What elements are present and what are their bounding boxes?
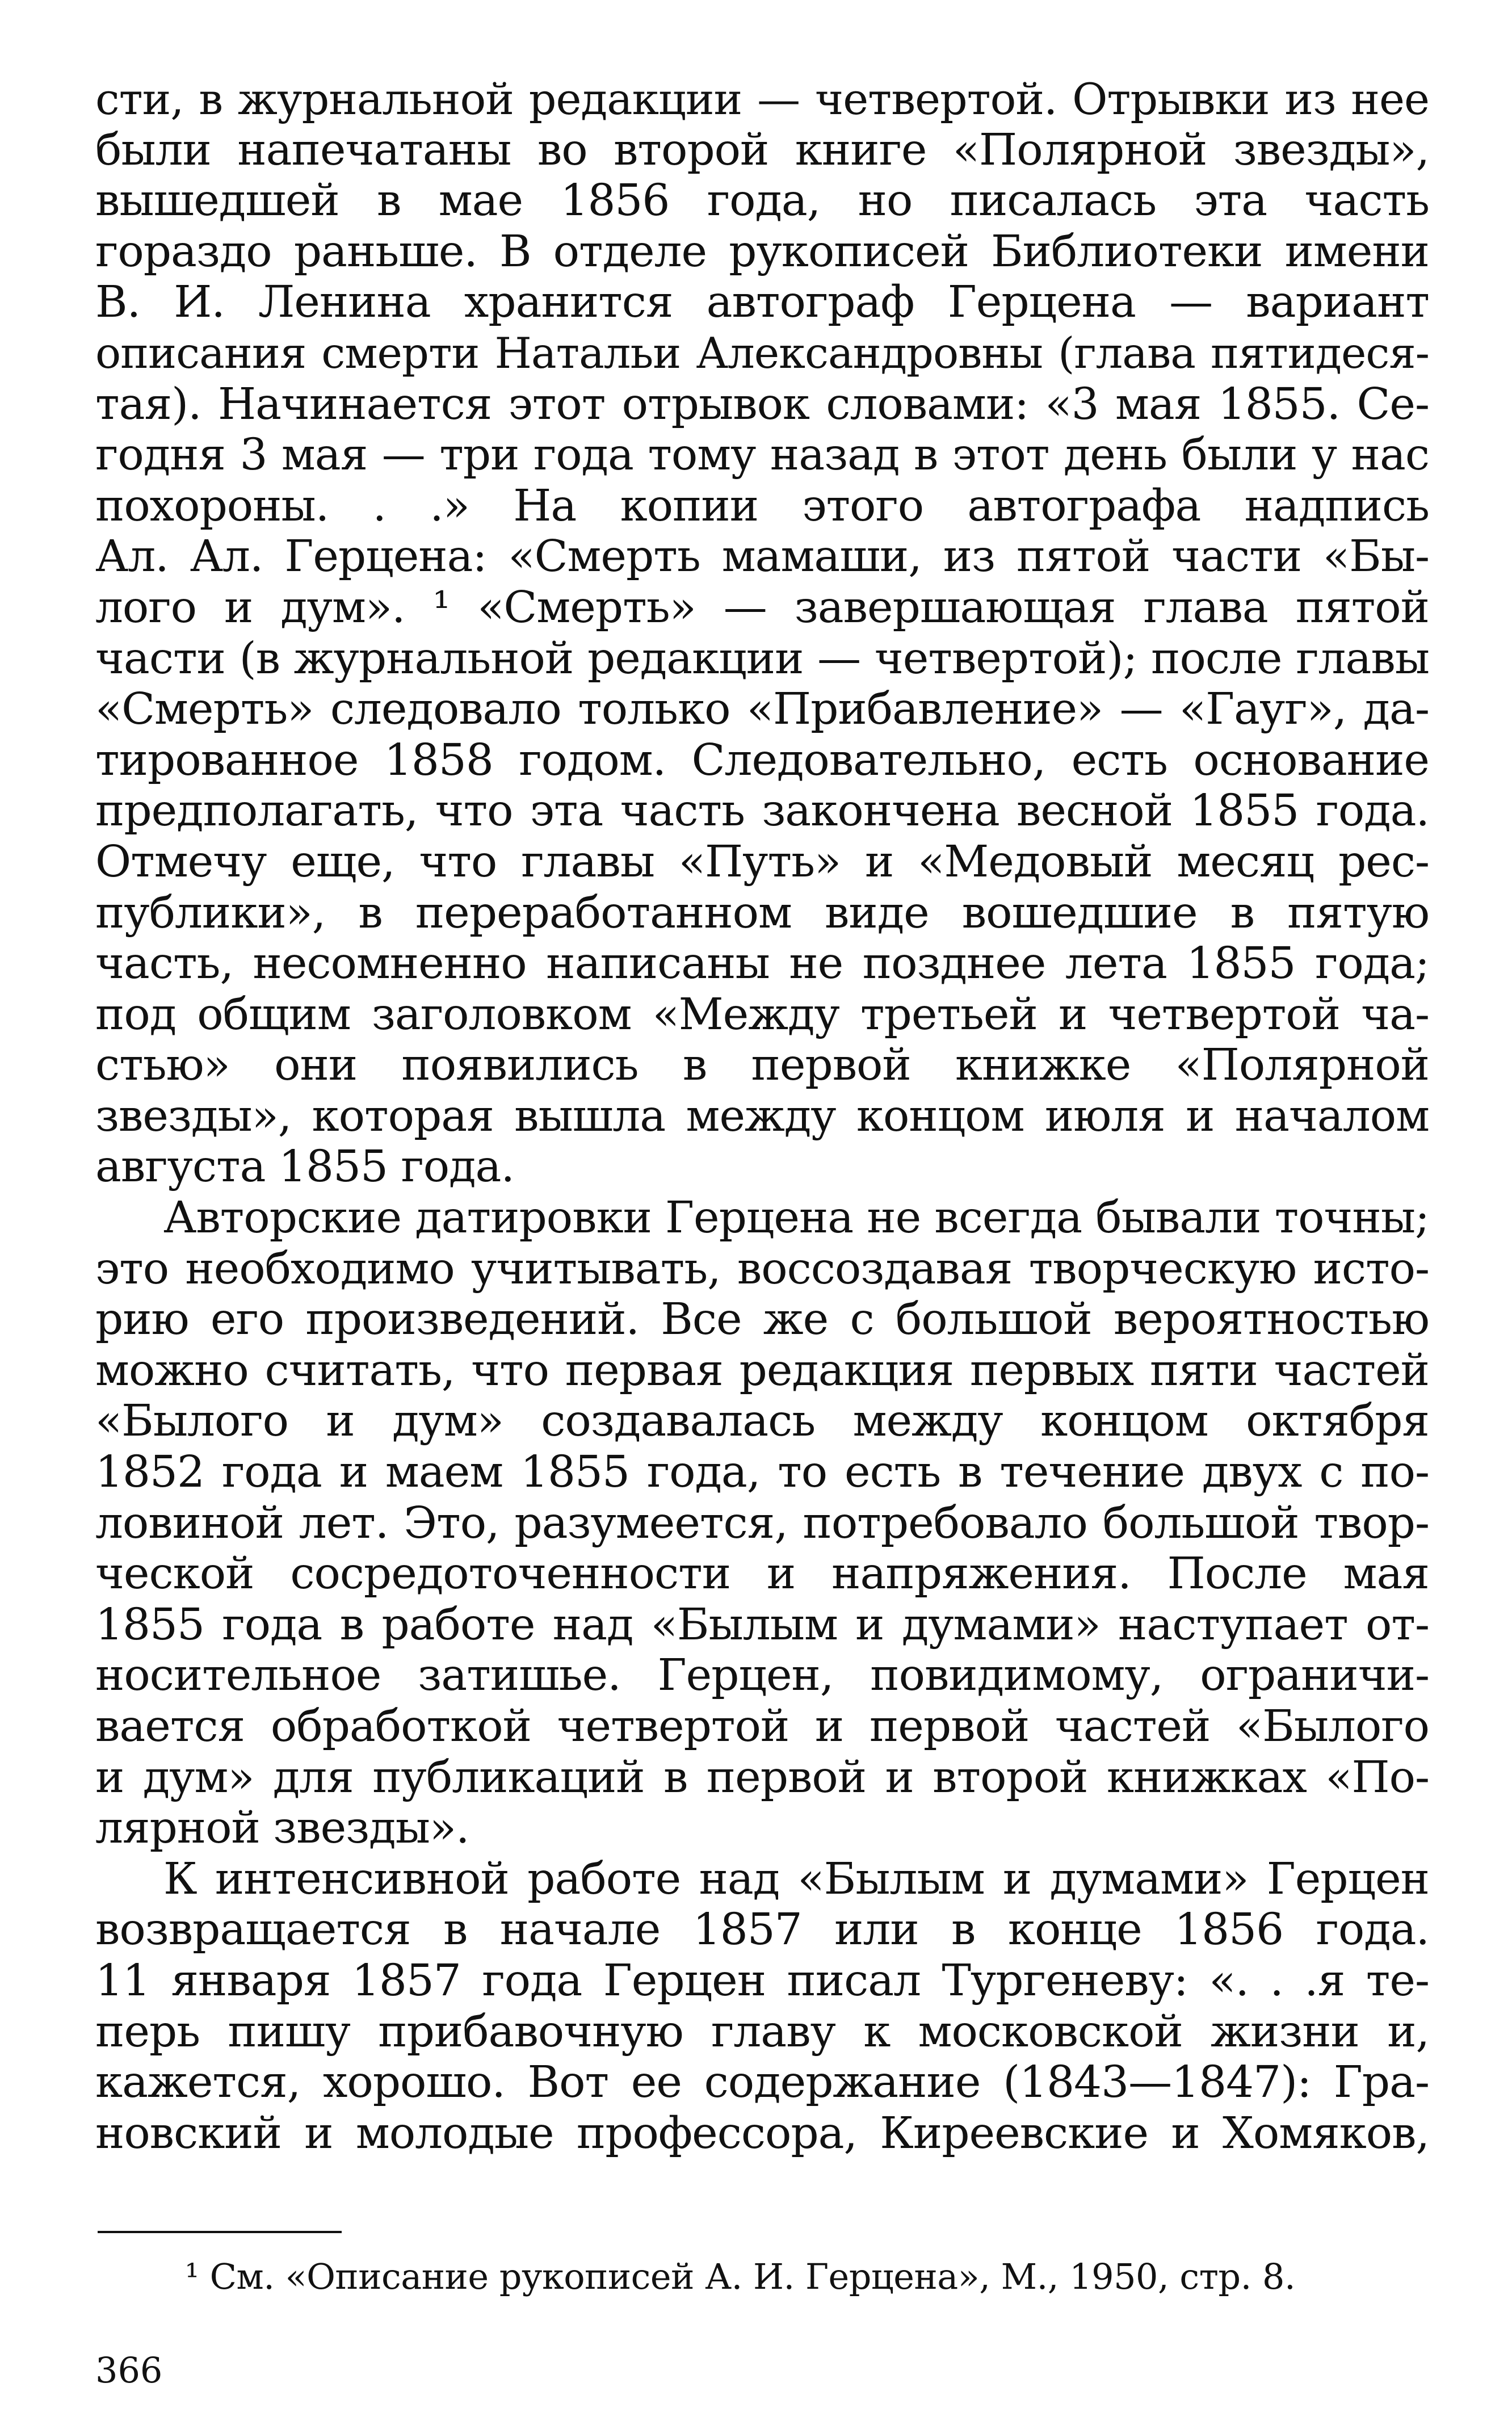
text-line: под общим заголовком «Между третьей и четвертой ча- xyxy=(95,989,1429,1040)
page-number: 366 xyxy=(95,2350,163,2391)
text-line: 11 января 1857 года Герцен писал Тургеневу: «. . .я те- xyxy=(95,1955,1429,2006)
text-line: предполагать, что эта часть закончена весной 1855 года. xyxy=(95,786,1429,837)
footnote-divider xyxy=(98,2231,342,2233)
text-line: лого и дум». ¹ «Смерть» — завершающая глава пятой xyxy=(95,582,1429,633)
text-line: похороны. . .» На копии этого автографа надпись xyxy=(95,480,1429,531)
text-line: кажется, хорошо. Вот ее содержание (1843—1847): Гра- xyxy=(95,2057,1429,2108)
text-line: Ал. Ал. Герцена: «Смерть мамаши, из пятой части «Бы- xyxy=(95,531,1429,582)
text-line: новский и молодые профессора, Киреевские и Хомяков, xyxy=(95,2108,1429,2159)
text-line: часть, несомненно написаны не позднее лета 1855 года; xyxy=(95,938,1429,989)
text-line: Отмечу еще, что главы «Путь» и «Медовый месяц рес- xyxy=(95,836,1429,887)
footnote: ¹ См. «Описание рукописей А. И. Герцена», М., 1950, стр. 8. xyxy=(185,2256,1296,2297)
text-line: тая). Начинается этот отрывок словами: «3 мая 1855. Се- xyxy=(95,379,1429,430)
text-line: части (в журнальной редакции — четвертой); после главы xyxy=(95,633,1429,684)
text-line: ловиной лет. Это, разумеется, потребовало большой твор- xyxy=(95,1497,1429,1549)
text-line: В. И. Ленина хранится автограф Герцена — вариант xyxy=(95,277,1429,328)
text-line: стью» они появились в первой книжке «Полярной xyxy=(95,1040,1429,1091)
text-line: Авторские датировки Герцена не всегда бывали точны; xyxy=(163,1193,1429,1244)
text-line: возвращается в начале 1857 или в конце 1856 года. xyxy=(95,1904,1429,1956)
text-line: перь пишу прибавочную главу к московской жизни и, xyxy=(95,2006,1429,2057)
text-line: описания смерти Натальи Александровны (глава пятидеся- xyxy=(95,328,1429,378)
text-line: «Смерть» следовало только «Прибавление» — «Гауг», да- xyxy=(95,684,1429,735)
text-line: звезды», которая вышла между концом июля и началом xyxy=(95,1090,1429,1142)
text-line: годня 3 мая — три года тому назад в этот день были у нас xyxy=(95,430,1429,481)
text-line: публики», в переработанном виде вошедшие в пятую xyxy=(95,887,1429,938)
text-line: были напечатаны во второй книге «Полярной звезды», xyxy=(95,124,1429,175)
text-line: это необходимо учитывать, воссоздавая творческую исто- xyxy=(95,1243,1429,1294)
text-line: «Былого и дум» создавалась между концом октября xyxy=(95,1396,1429,1447)
text-line: ческой сосредоточенности и напряжения. После мая xyxy=(95,1549,1429,1600)
text-line: лярной звезды». xyxy=(95,1803,469,1854)
text-line: и дум» для публикаций в первой и второй книжках «По- xyxy=(95,1752,1429,1803)
text-line: К интенсивной работе над «Былым и думами» Герцен xyxy=(163,1853,1429,1904)
text-line: 1852 года и маем 1855 года, то есть в течение двух с по- xyxy=(95,1447,1429,1498)
text-line: носительное затишье. Герцен, повидимому, ограничи- xyxy=(95,1650,1429,1701)
text-line: гораздо раньше. В отделе рукописей Библиотеки имени xyxy=(95,226,1429,277)
body-text xyxy=(95,74,1429,2159)
text-line: можно считать, что первая редакция первых пяти частей xyxy=(95,1345,1429,1396)
text-line: сти, в журнальной редакции — четвертой. Отрывки из нее xyxy=(95,74,1429,124)
text-line: августа 1855 года. xyxy=(95,1142,514,1193)
text-line: тированное 1858 годом. Следовательно, есть основание xyxy=(95,735,1429,786)
text-line: 1855 года в работе над «Былым и думами» наступает от- xyxy=(95,1599,1429,1650)
text-line: вышедшей в мае 1856 года, но писалась эта часть xyxy=(95,175,1429,226)
text-line: рию его произведений. Все же с большой вероятностью xyxy=(95,1294,1429,1345)
text-line: вается обработкой четвертой и первой частей «Былого xyxy=(95,1701,1429,1752)
